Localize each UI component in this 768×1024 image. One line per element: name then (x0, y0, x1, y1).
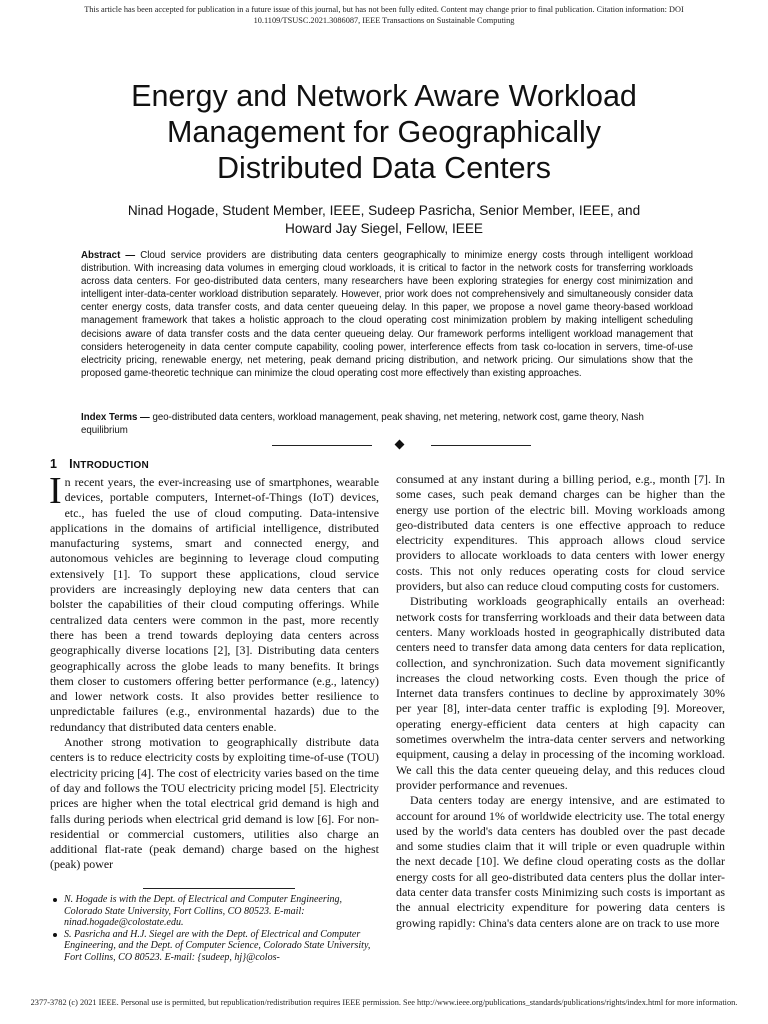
drop-cap: I (49, 470, 62, 512)
diamond-icon (395, 440, 405, 450)
footnote-1: N. Hogade is with the Dept. of Electrical and Computer Engineering, Colorado State University, Fort Collins, CO 80523. E-mail: ninad.hogade@colostate.edu. (50, 894, 382, 929)
author-line-2: Howard Jay Siegel, Fellow, IEEE (285, 221, 483, 236)
footnote-rule (143, 888, 295, 889)
intro-paragraph-5: Data centers today are energy intensive, and are estimated to account for around 1% of worldwide electricity use. The total energy used by the world's data centers has doubled over the past decade and some studies claim that it will triple or even quadruple within the next decade [10]. We define cloud operating costs as the dollar energy costs for all geo-distributed data centers plus the dollar inter-data center data transfer costs Minimizing such costs is important as the annual electricity expenditure for powering data centers is growing rapidly: China's data centers alone are on track to use more (396, 793, 725, 930)
section-title-rest: NTRODUCTION (72, 460, 149, 471)
abstract (81, 249, 693, 380)
author-line-1: Ninad Hogade, Student Member, IEEE, Sudeep Pasricha, Senior Member, IEEE, and (127, 203, 641, 218)
intro-paragraph-3: consumed at any instant during a billing period, e.g., month [7]. In some cases, such peak demand charges can be higher than the energy use portion of the electric bill. Moving workloads among geo-distributed data centers is one effective approach to reduce electricity expenditures. This approach allows cloud service providers to allocate workloads to data centers with lower energy costs. This not only reduces operating costs for cloud service providers, but also can reduce cloud computing costs for customers. (396, 472, 725, 594)
section-number: 1 (50, 457, 58, 471)
footnote-2: S. Pasricha and H.J. Siegel are with the Dept. of Electrical and Computer Engineering, and the Dept. of Computer Science, Colorado State University, Fort Collins, CO 80523. E-mail: {sudeep, hj}@colos- (50, 929, 382, 964)
title-line-1: Energy and Network Aware Workload (131, 79, 637, 113)
intro-paragraph-2: Another strong motivation to geographically distribute data centers is to reduce electricity costs by exploiting time-of-use (TOU) electricity pricing [4]. The cost of electricity varies based on the time of day and follows the TOU electricity pricing model [5]. Electricity prices are higher when the total electrical grid demand is high and falls during periods when electrical grid demand is low [6]. For non-residential or commercial customers, utilities also charge an additional flat-rate (peak demand) charge based on the highest (peak) power (50, 735, 379, 872)
left-column (50, 456, 379, 873)
intro-paragraph-1-text: n recent years, the ever-increasing use of smartphones, wearable devices, portable computers, Internet-of-Things (IoT) devices, etc., has fueled the use of cloud computing. Data-intensive applications in the domains of artificial intelligence, distributed manufacturing systems, smart and connected energy, and autonomous vehicles are beginning to leverage cloud computing extensively [1]. To support these applications, cloud service providers are increasingly deploying new data centers that can bolster the capabilities of their cloud computing offerings. While centralized data centers were common in the past, more recently there has been a trend towards deploying data centers across geographically diverse locations [2], [3]. Distributing data centers geographically across the globe leads to many benefits. It brings them closer to customers offering better performance (e.g., latency) and lower network costs. It also provides better resilience to unpredictable failures (e.g., environmental hazards) due to the redundancy that distributed data centers enable. (50, 475, 379, 734)
section-separator (270, 445, 532, 446)
index-terms-text: geo-distributed data centers, workload management, peak shaving, net metering, network cost, game theory, Nash equilibrium (81, 412, 644, 437)
index-terms (81, 411, 693, 437)
section-title-initial: I (69, 457, 73, 471)
intro-paragraph-4: Distributing workloads geographically entails an overhead: network costs for transferring workloads and their data between data centers. Many workloads hosted in geographically distributed data centers need to transfer data among data centers for data replication, collection, and synchronization. Such data movement significantly increases the cloud networking costs. Even though the price of Internet data transfers continues to decline by approximately 30% per year [8], inter-data center traffic is exploding [9]. Moreover, operating energy-efficient data centers at high capacity can sometimes overwhelm the intra-data center servers and networking equipment, causing a delay in processing of the incoming workload. We call this the data center queueing delay, and this reduces cloud provider performance and revenues. (396, 594, 725, 792)
separator-line-right (431, 445, 531, 446)
paper-title (60, 78, 708, 186)
title-line-3: Distributed Data Centers (217, 151, 551, 185)
copyright-footer-note: 2377-3782 (c) 2021 IEEE. Personal use is permitted, but republication/redistribution requires IEEE permission. See http://www.ieee.org/publications_standards/publications/rights/index.html for more information. (30, 998, 738, 1007)
index-terms-label: Index Terms — (81, 412, 150, 423)
right-column (396, 472, 725, 931)
section-heading-introduction (50, 456, 379, 474)
footnotes (50, 894, 382, 964)
abstract-text: Cloud service providers are distributing data centers geographically to minimize energy costs through intelligent workload distribution. With increasing data volumes in emerging cloud workloads, it is critical to factor in the network costs for transferring workloads across data centers. For geo-distributed data centers, many researchers have been exploring strategies for energy cost minimization and intelligent inter-data-center workload distribution separately. However, prior work does not comprehensively and simultaneously consider data center energy costs, data transfer costs, and data center queueing delay. In this paper, we propose a novel game theory-based workload management framework that takes a holistic approach to the cloud operating cost minimization problem by making intelligent scheduling decisions aware of data transfer costs and the data center queueing delay. Our framework performs intelligent workload management that considers heterogeneity in data center compute capability, cooling power, interference effects from task co-location in servers, time-of-use electricity pricing, renewable energy, net metering, peak demand pricing distribution, and network pricing. Our simulations show that the proposed game-theoretic technique can minimize the cloud operating cost more effectively than existing approaches. (81, 250, 693, 379)
intro-paragraph-1 (49, 470, 379, 735)
author-list (60, 202, 708, 238)
title-line-2: Management for Geographically (166, 115, 601, 149)
abstract-label: Abstract — (81, 250, 136, 261)
separator-line-left (272, 445, 372, 446)
journal-header-note: This article has been accepted for publication in a future issue of this journal, but has not been fully edited. Content may change prior to final publication. Citation information: DOI 10.1109/TSUSC.2021.3086087, IEEE Transactions on Sustainable Computing (84, 5, 684, 25)
